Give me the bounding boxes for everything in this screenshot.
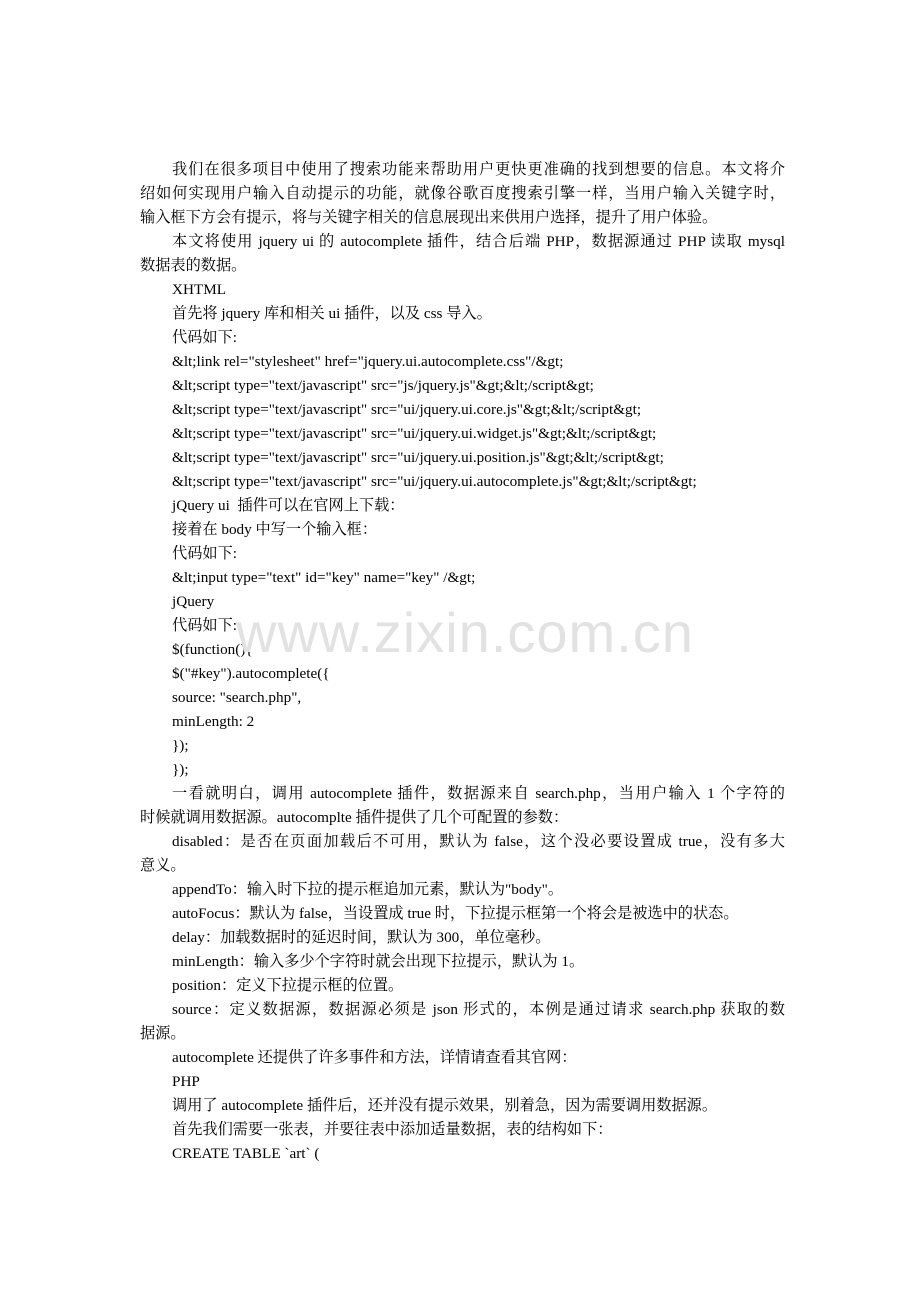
code-line: &lt;script type="text/javascript" src="ui/jquery.ui.widget.js"&gt;&lt;/script&gt; — [172, 425, 657, 442]
paragraph-line: 输入框下方会有提示，将与关键字相关的信息展现出来供用户选择，提升了用户体验。 — [140, 209, 718, 226]
paragraph-line: autoFocus：默认为 false，当设置成 true 时，下拉提示框第一个将会是被选中的状态。 — [172, 905, 739, 922]
code-line: &lt;script type="text/javascript" src="ui/jquery.ui.position.js"&gt;&lt;/script&gt; — [172, 449, 664, 466]
code-line: &lt;script type="text/javascript" src="js/jquery.js"&gt;&lt;/script&gt; — [172, 377, 594, 394]
code-line: CREATE TABLE `art` ( — [172, 1145, 320, 1162]
paragraph-line: 我们在很多项目中使用了搜索功能来帮助用户更快更准确的找到想要的信息。本文将介 — [172, 161, 785, 178]
paragraph-line: 绍如何实现用户输入自动提示的功能，就像谷歌百度搜索引擎一样，当用户输入关键字时， — [140, 185, 785, 202]
paragraph-line: delay：加载数据时的延迟时间，默认为 300，单位毫秒。 — [172, 929, 551, 946]
code-line: $("#key").autocomplete({ — [172, 665, 330, 682]
watermark: www.zixin.com.cn — [236, 601, 694, 664]
section-heading-php: PHP — [172, 1073, 200, 1090]
code-line: }); — [172, 761, 189, 778]
paragraph-line: 本文将使用 jquery ui 的 autocomplete 插件，结合后端 PHP，数据源通过 PHP 读取 mysql — [172, 233, 785, 250]
section-heading-jquery: jQuery — [172, 593, 215, 610]
paragraph-line: 调用了 autocomplete 插件后，还并没有提示效果，别着急，因为需要调用数据源。 — [172, 1097, 718, 1114]
paragraph-line: jQuery ui 插件可以在官网上下载： — [172, 497, 405, 514]
paragraph-line: 据源。 — [140, 1025, 186, 1042]
paragraph-line: source：定义数据源，数据源必须是 json 形式的，本例是通过请求 search.php 获取的数 — [172, 1001, 785, 1018]
paragraph-line: autocomplete 还提供了许多事件和方法，详情请查看其官网： — [172, 1049, 577, 1066]
paragraph-line: 数据表的数据。 — [140, 257, 247, 274]
paragraph-line: 首先我们需要一张表，并要往表中添加适量数据，表的结构如下： — [172, 1121, 613, 1138]
document-body — [140, 158, 785, 1166]
paragraph-line: 首先将 jquery 库和相关 ui 插件，以及 css 导入。 — [172, 305, 492, 322]
code-line: minLength: 2 — [172, 713, 255, 730]
paragraph-line: minLength：输入多少个字符时就会出现下拉提示，默认为 1。 — [172, 953, 585, 970]
paragraph-line: position：定义下拉提示框的位置。 — [172, 977, 404, 994]
code-line: &lt;script type="text/javascript" src="ui/jquery.ui.autocomplete.js"&gt;&lt;/script&gt; — [172, 473, 697, 490]
paragraph-line: 接着在 body 中写一个输入框： — [172, 521, 378, 538]
paragraph-line: 时候就调用数据源。autocomplte 插件提供了几个可配置的参数： — [140, 809, 569, 826]
paragraph-line: 意义。 — [140, 857, 186, 874]
code-label: 代码如下: — [172, 329, 237, 346]
code-label: 代码如下: — [172, 545, 237, 562]
code-line: $(function(){ — [172, 641, 253, 658]
paragraph-line: appendTo：输入时下拉的提示框追加元素，默认为"body"。 — [172, 881, 564, 898]
code-line: &lt;link rel="stylesheet" href="jquery.ui.autocomplete.css"/&gt; — [172, 353, 564, 370]
section-heading-xhtml: XHTML — [172, 281, 226, 298]
code-line: &lt;script type="text/javascript" src="ui/jquery.ui.core.js"&gt;&lt;/script&gt; — [172, 401, 642, 418]
paragraph-line: 一看就明白，调用 autocomplete 插件，数据源来自 search.php，当用户输入 1 个字符的 — [172, 785, 785, 802]
code-line: }); — [172, 737, 189, 754]
code-label: 代码如下: — [172, 617, 237, 634]
code-line: source: "search.php", — [172, 689, 302, 706]
code-line: &lt;input type="text" id="key" name="key" /&gt; — [172, 569, 476, 586]
paragraph-line: disabled：是否在页面加载后不可用，默认为 false，这个没必要设置成 true，没有多大 — [172, 833, 785, 850]
